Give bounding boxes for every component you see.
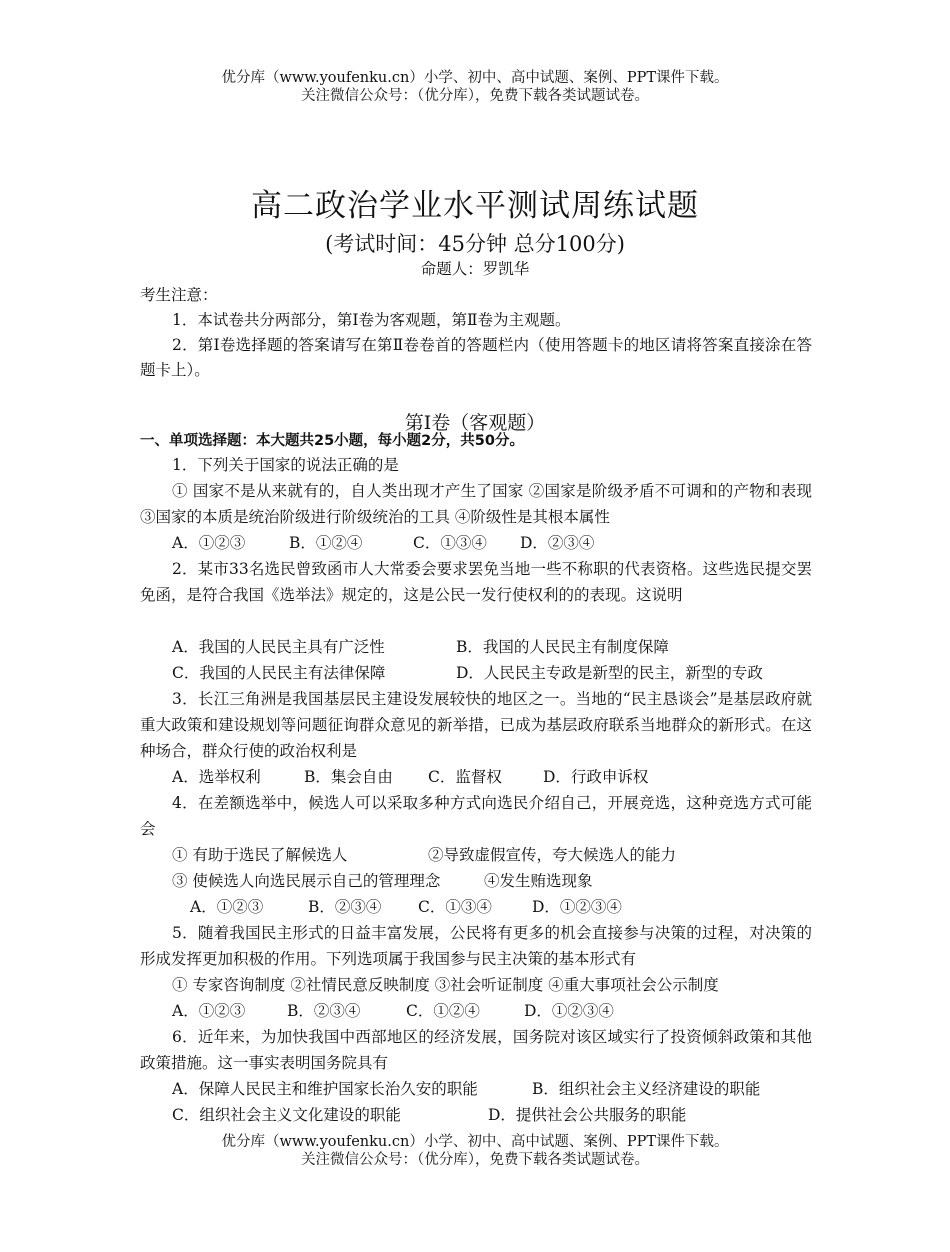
question-3-option-c: C．监督权	[428, 768, 502, 786]
question-3-options	[140, 764, 812, 790]
notice-item-1: 1．本试卷共分两部分，第Ⅰ卷为客观题，第Ⅱ卷为主观题。	[172, 311, 571, 329]
question-2-option-c: C．我国的人民民主有法律保障	[172, 664, 386, 682]
question-1-option-c: C．①③④	[413, 534, 487, 552]
question-4-statement-1: ① 有助于选民了解候选人	[172, 846, 348, 864]
question-1-stem: 1．下列关于国家的说法正确的是	[172, 456, 399, 474]
question-6-options-row-1	[140, 1076, 812, 1102]
exam-subtitle: (考试时间：45分钟 总分100分)	[325, 232, 625, 256]
notice-item-2: 2．第Ⅰ卷选择题的答案请写在第Ⅱ卷卷首的答题栏内（使用答题卡的地区请将答案直接涂在答题卡上）。	[140, 336, 812, 379]
question-6-option-b: B．组织社会主义经济建设的职能	[532, 1080, 761, 1098]
question-2-option-b: B．我国的人民民主有制度保障	[456, 638, 669, 656]
question-1-options	[140, 530, 812, 556]
question-5-stem: 5．随着我国民主形式的日益丰富发展，公民将有更多的机会直接参与决策的过程，对决策的形成发挥更加积极的作用。下列选项属于我国参与民主决策的基本形式有	[140, 924, 812, 968]
question-4-options	[140, 894, 812, 920]
question-2-stem: 2．某市33名选民曾致函市人大常委会要求罢免当地一些不称职的代表资格。这些选民提交罢免函，是符合我国《选举法》规定的，这是公民一发行使权利的的表现。这说明	[140, 560, 812, 604]
question-4-option-a: A．①②③	[190, 898, 264, 916]
question-2-option-d: D．人民民主专政是新型的民主，新型的专政	[456, 664, 763, 682]
question-5-option-b: B．②③④	[287, 1002, 361, 1020]
question-1-option-a: A．①②③	[172, 534, 246, 552]
footer-line-1: 优分库（www.youfenku.cn）小学、初中、高中试题、案例、PPT课件下载。	[221, 1134, 729, 1150]
question-3-option-d: D．行政申诉权	[543, 768, 649, 786]
question-4-statement-4: ④发生贿选现象	[484, 872, 593, 890]
question-4-statements-row-1	[140, 842, 812, 868]
question-4-option-c: C．①③④	[418, 898, 492, 916]
question-6-option-c: C．组织社会主义文化建设的职能	[172, 1106, 401, 1124]
answer-blank-line	[140, 608, 812, 634]
question-4-statement-3: ③ 使候选人向选民展示自己的管理理念	[172, 872, 441, 890]
question-1-statements: ① 国家不是从来就有的，自人类出现才产生了国家 ②国家是阶级矛盾不可调和的产物和表现 ③国家的本质是统治阶级进行阶级统治的工具 ④阶级性是其根本属性	[140, 482, 812, 526]
question-3-option-b: B．集会自由	[304, 768, 393, 786]
notice-heading: 考生注意：	[140, 286, 218, 304]
question-5-options	[140, 998, 812, 1024]
question-6-stem: 6．近年来，为加快我国中西部地区的经济发展，国务院对该区域实行了投资倾斜政策和其他政策措施。这一事实表明国务院具有	[140, 1028, 812, 1072]
question-4-stem: 4．在差额选举中，候选人可以采取多种方式向选民介绍自己，开展竞选，这种竞选方式可能会	[140, 794, 812, 838]
header-line-1: 优分库（www.youfenku.cn）小学、初中、高中试题、案例、PPT课件下载。	[221, 70, 729, 86]
question-5-option-a: A．①②③	[172, 1002, 246, 1020]
question-5-option-c: C．①②④	[406, 1002, 480, 1020]
question-3-option-a: A．选举权利	[172, 768, 261, 786]
page-footer	[0, 1133, 950, 1169]
section-title: 第Ⅰ卷（客观题）	[404, 412, 546, 434]
question-2-options-row-1	[140, 634, 812, 660]
question-4-option-d: D．①②③④	[532, 898, 622, 916]
question-5-statements: ① 专家咨询制度 ②社情民意反映制度 ③社会听证制度 ④重大事项社会公示制度	[172, 976, 719, 994]
question-1-option-d: D．②③④	[520, 534, 595, 552]
part-heading: 一、单项选择题：本大题共25小题，每小题2分，共50分。	[140, 433, 524, 449]
notice-block	[140, 283, 812, 383]
page-header	[0, 69, 950, 105]
footer-line-2: 关注微信公众号：（优分库），免费下载各类试题试卷。	[301, 1152, 649, 1168]
question-4-option-b: B．②③④	[308, 898, 382, 916]
question-6-option-a: A．保障人民民主和维护国家长治久安的职能	[172, 1080, 478, 1098]
question-4-statements-row-2	[140, 868, 812, 894]
question-4-statement-2: ②导致虚假宣传，夸大候选人的能力	[428, 846, 677, 864]
question-list	[140, 452, 812, 1128]
question-1-option-b: B．①②④	[289, 534, 363, 552]
question-5-option-d: D．①②③④	[524, 1002, 614, 1020]
question-2-options-row-2	[140, 660, 812, 686]
header-line-2: 关注微信公众号：（优分库），免费下载各类试题试卷。	[301, 88, 649, 104]
question-6-option-d: D．提供社会公共服务的职能	[488, 1106, 687, 1124]
question-6-options-row-2	[140, 1102, 812, 1128]
exam-author: 命题人：罗凯华	[420, 260, 530, 278]
exam-title: 高二政治学业水平测试周练试题	[251, 188, 699, 224]
question-3-stem: 3．长江三角洲是我国基层民主建设发展较快的地区之一。当地的“民主恳谈会”是基层政府就重大政策和建设规划等问题征询群众意见的新举措，已成为基层政府联系当地群众的新形式。在这种场合，群众行使的政治权利是	[140, 690, 812, 760]
question-2-option-a: A．我国的人民民主具有广泛性	[172, 638, 385, 656]
